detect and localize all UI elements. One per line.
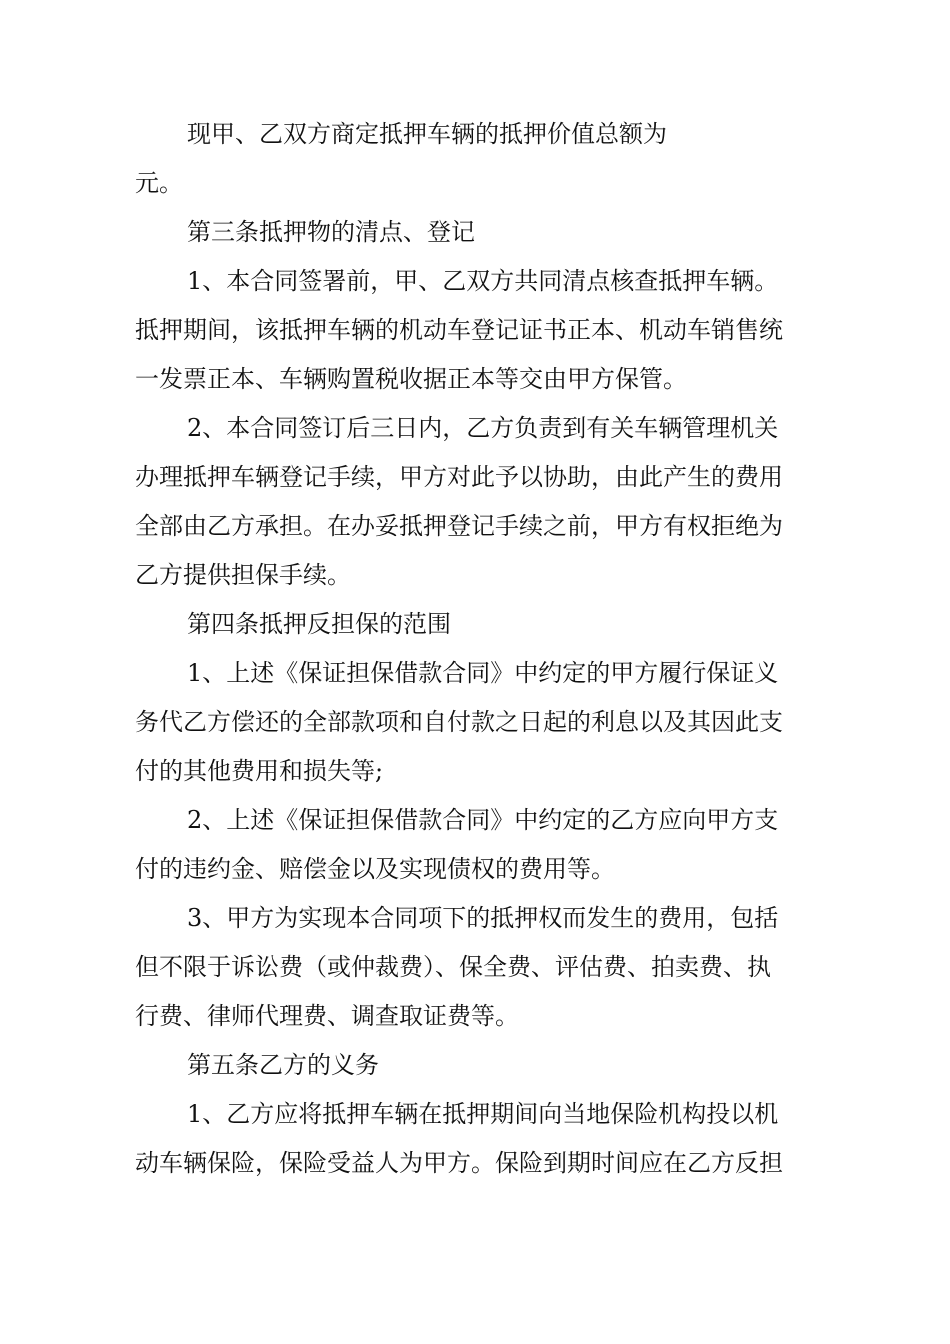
section-heading: 第三条抵押物的清点、登记 xyxy=(187,218,475,246)
paragraph-line: 务代乙方偿还的全部款项和自付款之日起的利息以及其因此支 xyxy=(135,708,783,736)
paragraph-line: 1、乙方应将抵押车辆在抵押期间向当地保险机构投以机 xyxy=(187,1100,779,1128)
section-heading: 第五条乙方的义务 xyxy=(187,1051,379,1079)
paragraph-line: 1、上述《保证担保借款合同》中约定的甲方履行保证义 xyxy=(187,659,779,687)
paragraph-line: 1、本合同签署前，甲、乙双方共同清点核查抵押车辆。 xyxy=(187,267,779,295)
paragraph-line: 付的其他费用和损失等; xyxy=(135,757,384,785)
paragraph-line: 现甲、乙双方商定抵押车辆的抵押价值总额为 xyxy=(187,120,667,148)
paragraph-line: 2、本合同签订后三日内，乙方负责到有关车辆管理机关 xyxy=(187,414,779,442)
paragraph-line: 付的违约金、赔偿金以及实现债权的费用等。 xyxy=(135,855,615,883)
paragraph-line: 一发票正本、车辆购置税收据正本等交由甲方保管。 xyxy=(135,365,687,393)
section-heading: 第四条抵押反担保的范围 xyxy=(187,610,451,638)
paragraph-line: 乙方提供担保手续。 xyxy=(135,561,351,589)
paragraph-line: 3、甲方为实现本合同项下的抵押权而发生的费用，包括 xyxy=(187,904,779,932)
paragraph-line: 办理抵押车辆登记手续，甲方对此予以协助，由此产生的费用 xyxy=(135,463,783,491)
document-body xyxy=(135,110,825,1188)
paragraph-line: 动车辆保险，保险受益人为甲方。保险到期时间应在乙方反担 xyxy=(135,1149,783,1177)
paragraph-line: 元。 xyxy=(135,169,183,197)
paragraph-line: 全部由乙方承担。在办妥抵押登记手续之前，甲方有权拒绝为 xyxy=(135,512,783,540)
paragraph-line: 行费、律师代理费、调查取证费等。 xyxy=(135,1002,519,1030)
paragraph-line: 但不限于诉讼费（或仲裁费）、保全费、评估费、拍卖费、执 xyxy=(135,953,771,981)
paragraph-line: 2、上述《保证担保借款合同》中约定的乙方应向甲方支 xyxy=(187,806,779,834)
paragraph-line: 抵押期间，该抵押车辆的机动车登记证书正本、机动车销售统 xyxy=(135,316,783,344)
